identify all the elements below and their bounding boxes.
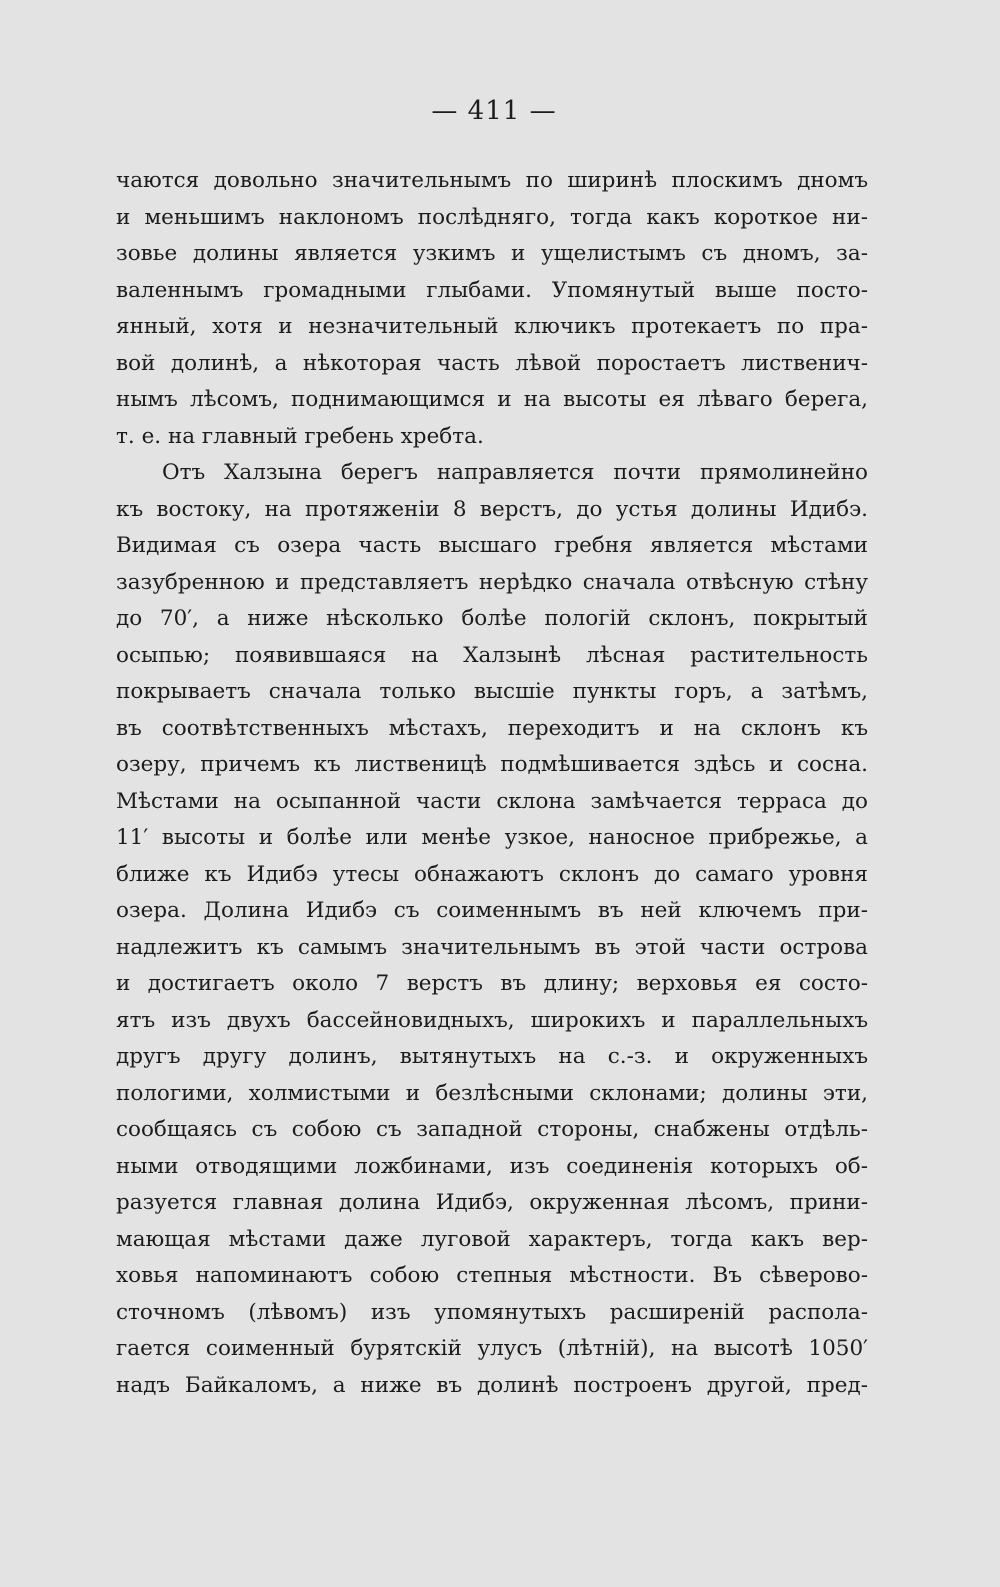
text-line: надлежитъ къ самымъ значительнымъ въ этой части острова — [116, 934, 868, 960]
text-line: и меньшимъ наклономъ послѣдняго, тогда какъ короткое ни- — [116, 204, 868, 230]
text-line: ховья напоминаютъ собою степныя мѣстности. Въ сѣверово- — [116, 1263, 868, 1288]
text-line: покрываетъ сначала только высшіе пункты горъ, а затѣмъ, — [116, 679, 868, 704]
text-line: валеннымъ громадными глыбами. Упомянутый выше посто- — [116, 277, 868, 303]
text-line: Мѣстами на осыпанной части склона замѣчается терраса до — [116, 788, 868, 814]
text-line: зазубренною и представляетъ нерѣдко сначала отвѣсную стѣну — [116, 569, 868, 595]
page-number: — 411 — — [431, 96, 557, 126]
text-line: зовье долины является узкимъ и ущелистымъ съ дномъ, за- — [116, 241, 868, 266]
text-line: въ соотвѣтственныхъ мѣстахъ, переходитъ и на склонъ къ — [116, 715, 868, 741]
text-line: до 70′, а ниже нѣсколько болѣе пологій склонъ, покрытый — [116, 606, 868, 631]
text-line: янный, хотя и незначительный ключикъ протекаетъ по пра- — [116, 314, 868, 339]
text-line: пологими, холмистыми и безлѣсными склонами; долины эти, — [116, 1080, 868, 1106]
paragraph-start-line: Отъ Халзына берегъ направляется почти прямолинейно — [162, 460, 868, 485]
text-line: надъ Байкаломъ, а ниже въ долинѣ построенъ другой, пред- — [116, 1372, 868, 1398]
text-line: вой долинѣ, а нѣкоторая часть лѣвой поростаетъ лиственич- — [116, 350, 868, 376]
text-line: ятъ изъ двухъ бассейновидныхъ, широкихъ и параллельныхъ — [116, 1007, 868, 1033]
text-line: 11′ высоты и болѣе или менѣе узкое, наносное прибрежье, а — [116, 825, 868, 850]
text-line: другъ другу долинъ, вытянутыхъ на с.-з. и окруженныхъ — [116, 1044, 868, 1069]
text-line: озера. Долина Идибэ съ соименнымъ въ ней ключемъ при- — [116, 898, 868, 923]
text-line: гается соименный бурятскій улусъ (лѣтній), на высотѣ 1050′ — [116, 1336, 868, 1361]
text-line: ными отводящими ложбинами, изъ соединенія которыхъ об- — [116, 1153, 868, 1179]
text-line: и достигаетъ около 7 верстъ въ длину; верховья ея состо- — [116, 971, 868, 996]
text-line: сообщаясь съ собою съ западной стороны, снабжены отдѣль- — [116, 1117, 868, 1142]
text-line: ближе къ Идибэ утесы обнажаютъ склонъ до самаго уровня — [116, 861, 868, 887]
text-line: озеру, причемъ къ лиственицѣ подмѣшивается здѣсь и сосна. — [116, 752, 868, 777]
text-line: чаются довольно значительнымъ по ширинѣ плоскимъ дномъ — [116, 168, 868, 193]
text-line: къ востоку, на протяженіи 8 верстъ, до устья долины Идибэ. — [116, 496, 868, 522]
text-line: мающая мѣстами даже луговой характеръ, тогда какъ вер- — [116, 1226, 868, 1252]
text-line: Видимая съ озера часть высшаго гребня является мѣстами — [116, 533, 868, 558]
text-line: разуется главная долина Идибэ, окруженная лѣсомъ, прини- — [116, 1190, 868, 1215]
text-line: нымъ лѣсомъ, поднимающимся и на высоты ея лѣваго берега, — [116, 387, 868, 412]
text-line: сточномъ (лѣвомъ) изъ упомянутыхъ расширеній распола- — [116, 1299, 868, 1325]
text-line: осыпью; появившаяся на Халзынѣ лѣсная растительность — [116, 642, 868, 668]
paragraph-end-line: т. е. на главный гребень хребта. — [116, 423, 484, 449]
body-text — [116, 163, 868, 1404]
